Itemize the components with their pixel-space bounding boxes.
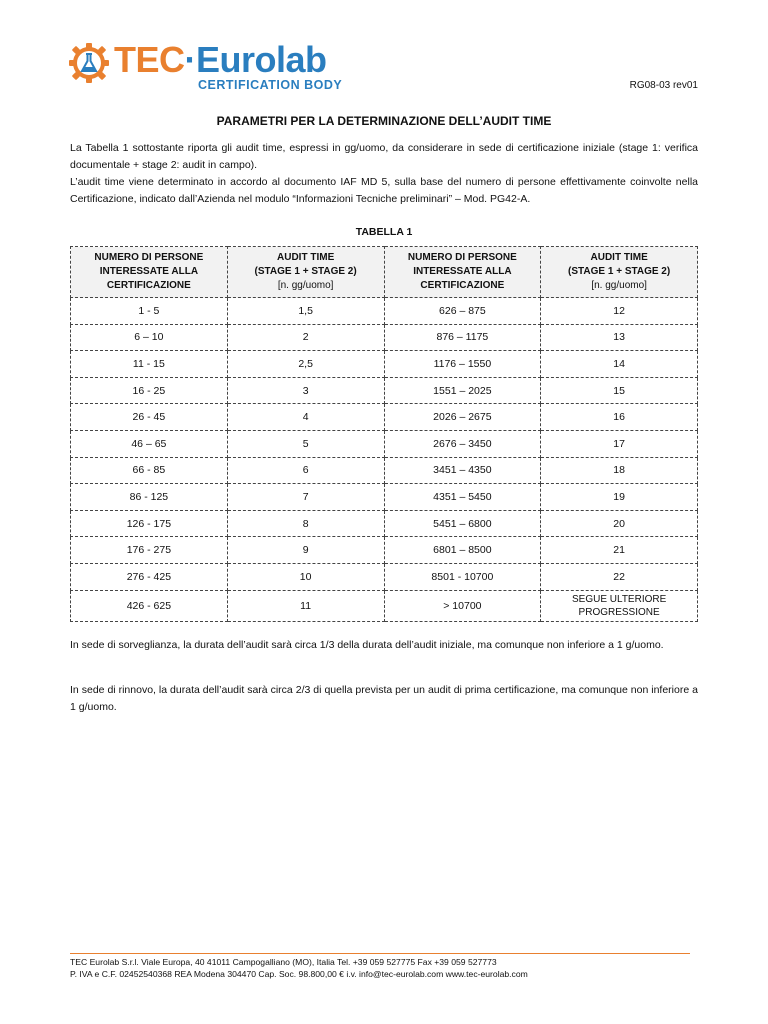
header-persons-a bbox=[71, 247, 228, 298]
gear-flask-icon bbox=[68, 42, 110, 84]
intro-paragraph-1: La Tabella 1 sottostante riporta gli audit time, espressi in gg/uomo, da considerare in sede di certificazione iniziale (stage 1: verifica documentale + stage 2: audit in campo). bbox=[70, 142, 698, 171]
table-cell: 14 bbox=[541, 351, 698, 378]
footer-address: TEC Eurolab S.r.l. Viale Europa, 40 41011 Campogalliano (MO), Italia Tel. +39 059 527775 Fax +39 059 527773 bbox=[70, 957, 497, 967]
footer-legal: P. IVA e C.F. 02452540368 REA Modena 304470 Cap. Soc. 98.800,00 € i.v. info@tec-eurolab.com www.tec-eurolab.com bbox=[70, 969, 528, 979]
header-line: INTERESSATE ALLA bbox=[99, 266, 199, 277]
header-line: CERTIFICAZIONE bbox=[420, 280, 505, 291]
page-title: PARAMETRI PER LA DETERMINAZIONE DELL’AUDIT TIME bbox=[216, 114, 552, 128]
table-row bbox=[71, 351, 698, 378]
table-cell: 276 - 425 bbox=[71, 563, 228, 590]
table-cell: 17 bbox=[541, 430, 698, 457]
header-line: (STAGE 1 + STAGE 2) bbox=[254, 266, 357, 277]
table-cell: 66 - 85 bbox=[71, 457, 228, 484]
table-cell: 626 – 875 bbox=[384, 298, 541, 325]
header-line: [n. gg/uomo] bbox=[591, 280, 647, 291]
table-cell: 1551 – 2025 bbox=[384, 377, 541, 404]
header-line: NUMERO DI PERSONE bbox=[407, 252, 517, 263]
table-header-row bbox=[71, 247, 698, 298]
table-row bbox=[71, 484, 698, 511]
table-cell: 2 bbox=[227, 324, 384, 351]
table-cell: 6 bbox=[227, 457, 384, 484]
document-reference: RG08-03 rev01 bbox=[629, 80, 698, 91]
table-row bbox=[71, 298, 698, 325]
table-cell-progression bbox=[541, 590, 698, 621]
surveillance-note: In sede di sorveglianza, la durata dell’audit sarà circa 1/3 della durata dell’audit iniziale, ma comunque non inferiore a 1 g/uomo. bbox=[70, 639, 664, 651]
header-audit-a bbox=[227, 247, 384, 298]
table-row bbox=[71, 590, 698, 621]
table-cell: 46 – 65 bbox=[71, 430, 228, 457]
header-persons-b bbox=[384, 247, 541, 298]
header-line: AUDIT TIME bbox=[590, 252, 648, 263]
table-row bbox=[71, 324, 698, 351]
table-cell: 8 bbox=[227, 510, 384, 537]
table-caption: TABELLA 1 bbox=[355, 226, 413, 238]
company-logo bbox=[68, 39, 348, 94]
table-cell: 13 bbox=[541, 324, 698, 351]
table-cell: 2,5 bbox=[227, 351, 384, 378]
table-cell: 1176 – 1550 bbox=[384, 351, 541, 378]
table-cell: 18 bbox=[541, 457, 698, 484]
table-cell: 4351 – 5450 bbox=[384, 484, 541, 511]
table-cell: 8501 - 10700 bbox=[384, 563, 541, 590]
table-cell: 19 bbox=[541, 484, 698, 511]
table-cell: 20 bbox=[541, 510, 698, 537]
table-cell: 126 - 175 bbox=[71, 510, 228, 537]
audit-time-table bbox=[70, 246, 698, 622]
table-cell: > 10700 bbox=[384, 590, 541, 621]
progression-line: SEGUE ULTERIORE bbox=[571, 593, 667, 605]
table-cell: 11 bbox=[227, 590, 384, 621]
table-cell: 4 bbox=[227, 404, 384, 431]
table-row bbox=[71, 377, 698, 404]
table-cell: 11 - 15 bbox=[71, 351, 228, 378]
table-cell: 5 bbox=[227, 430, 384, 457]
intro-paragraph-2: L’audit time viene determinato in accordo al documento IAF MD 5, sulla base del numero di persone effettivamente coinvolte nella Certificazione, indicato dall’Azienda nel modulo “Informazioni Tecniche preliminari” – Mod. PG42-A. bbox=[70, 176, 698, 205]
brand-subtitle: CERTIFICATION BODY bbox=[198, 78, 343, 92]
header-audit-b bbox=[541, 247, 698, 298]
table-cell: 3 bbox=[227, 377, 384, 404]
header-line: NUMERO DI PERSONE bbox=[94, 252, 204, 263]
table-cell: 16 - 25 bbox=[71, 377, 228, 404]
header-line: INTERESSATE ALLA bbox=[413, 266, 512, 277]
table-cell: 876 – 1175 bbox=[384, 324, 541, 351]
brand-part-tec: TEC bbox=[114, 39, 185, 80]
table-cell: 15 bbox=[541, 377, 698, 404]
brand-separator: · bbox=[184, 39, 196, 80]
table-row bbox=[71, 430, 698, 457]
progression-line: PROGRESSIONE bbox=[578, 606, 660, 618]
brand-part-eurolab: Eurolab bbox=[196, 39, 327, 80]
table-cell: 26 - 45 bbox=[71, 404, 228, 431]
table-row bbox=[71, 563, 698, 590]
table-row bbox=[71, 457, 698, 484]
header-line: (STAGE 1 + STAGE 2) bbox=[568, 266, 671, 277]
table-cell: 21 bbox=[541, 537, 698, 564]
table-row bbox=[71, 510, 698, 537]
table-row bbox=[71, 537, 698, 564]
renewal-note: In sede di rinnovo, la durata dell’audit sarà circa 2/3 di quella prevista per un audit di prima certificazione, ma comunque non inferiore a 1 g/uomo. bbox=[70, 684, 698, 713]
table-cell: 6801 – 8500 bbox=[384, 537, 541, 564]
table-cell: 86 - 125 bbox=[71, 484, 228, 511]
table-cell: 5451 – 6800 bbox=[384, 510, 541, 537]
table-cell: 16 bbox=[541, 404, 698, 431]
brand-name bbox=[114, 38, 327, 82]
table-cell: 10 bbox=[227, 563, 384, 590]
footer-divider bbox=[70, 953, 690, 954]
table-cell: 3451 – 4350 bbox=[384, 457, 541, 484]
table-cell: 2026 – 2675 bbox=[384, 404, 541, 431]
table-cell: 1 - 5 bbox=[71, 298, 228, 325]
table-cell: 1,5 bbox=[227, 298, 384, 325]
header-line: AUDIT TIME bbox=[277, 252, 335, 263]
table-cell: 426 - 625 bbox=[71, 590, 228, 621]
table-cell: 9 bbox=[227, 537, 384, 564]
table-cell: 2676 – 3450 bbox=[384, 430, 541, 457]
table-row bbox=[71, 404, 698, 431]
table-cell: 22 bbox=[541, 563, 698, 590]
table-cell: 12 bbox=[541, 298, 698, 325]
header-line: [n. gg/uomo] bbox=[277, 280, 334, 291]
table-cell: 6 – 10 bbox=[71, 324, 228, 351]
header-line: CERTIFICAZIONE bbox=[106, 280, 191, 291]
table-cell: 7 bbox=[227, 484, 384, 511]
table-cell: 176 - 275 bbox=[71, 537, 228, 564]
